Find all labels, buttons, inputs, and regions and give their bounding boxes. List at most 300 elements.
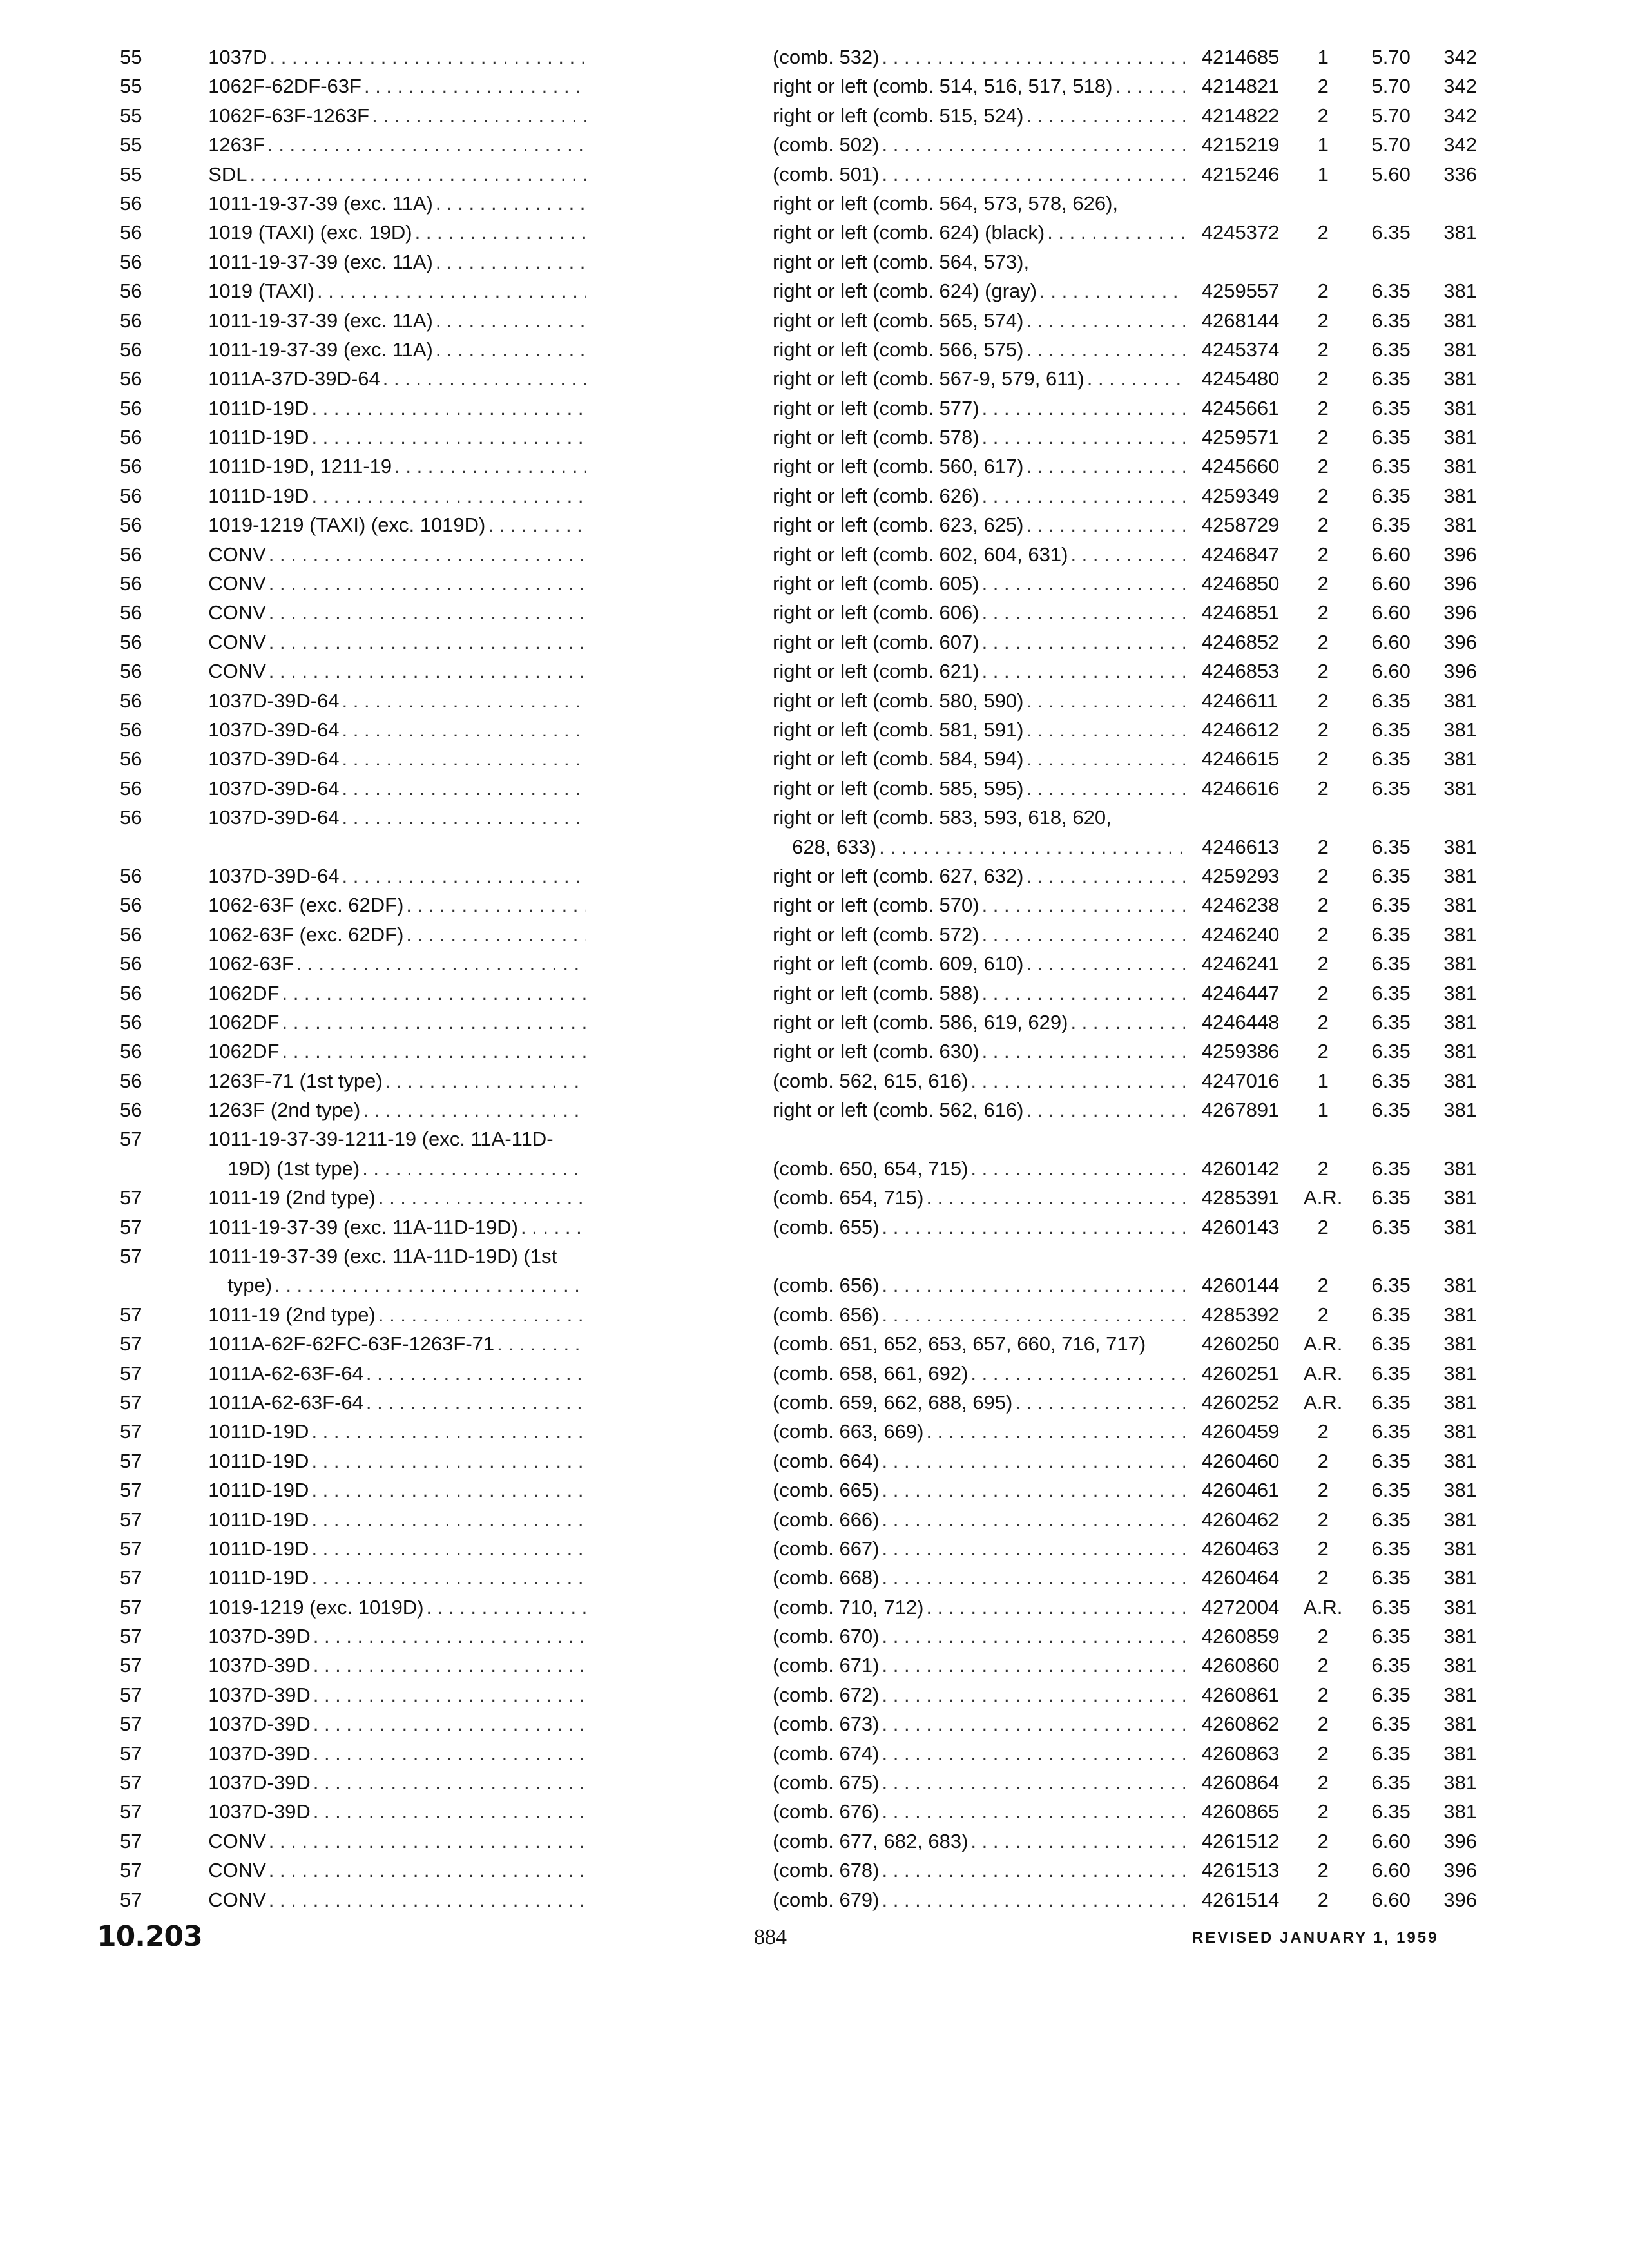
description-text: right or left (comb. 565, 574) <box>773 309 1024 332</box>
description-cell <box>605 335 1202 364</box>
figure-number: 57 <box>120 1654 142 1677</box>
model-text: 1263F <box>208 133 265 157</box>
description-cell <box>605 1563 1202 1592</box>
model-text: 1011-19-37-39 (exc. 11A-11D-19D) <box>208 1215 518 1238</box>
description-text: (comb. 679) <box>773 1888 880 1911</box>
price: 5.70 <box>1371 133 1411 157</box>
table-row <box>97 1008 1489 1037</box>
price: 6.35 <box>1371 221 1411 244</box>
table-row <box>97 1417 1489 1446</box>
leader-dots <box>311 394 586 423</box>
part-number: 4246448 <box>1201 1010 1280 1033</box>
figure-number: 55 <box>120 104 142 127</box>
quantity: 1 <box>1317 1099 1329 1122</box>
part-number: 4260250 <box>1201 1332 1280 1356</box>
part-number: 4246241 <box>1201 952 1280 975</box>
model-cell <box>195 1359 605 1388</box>
figure-number: 56 <box>120 864 142 887</box>
table-row <box>97 628 1489 657</box>
description-text: right or left (comb. 607) <box>773 630 979 653</box>
leader-dots <box>497 1329 586 1358</box>
figure-number: 57 <box>120 1303 142 1326</box>
reference-number: 381 <box>1443 1508 1477 1531</box>
description-text: right or left (comb. 609, 610) <box>773 952 1024 975</box>
leader-dots <box>879 832 1185 861</box>
description-text: (comb. 673) <box>773 1713 880 1736</box>
description-text: (comb. 664) <box>773 1449 880 1472</box>
description-cell <box>605 832 1202 861</box>
part-number: 4259386 <box>1201 1040 1280 1063</box>
description-cell <box>605 774 1202 803</box>
price: 6.35 <box>1371 1390 1411 1414</box>
leader-dots <box>366 1388 586 1417</box>
model-cell <box>195 1680 605 1709</box>
price: 6.35 <box>1371 1683 1411 1706</box>
quantity: A.R. <box>1304 1595 1343 1619</box>
price: 6.35 <box>1371 1069 1411 1092</box>
reference-number: 381 <box>1443 1157 1477 1180</box>
figure-number: 57 <box>120 1800 142 1823</box>
table-row <box>97 1213 1489 1242</box>
quantity: 2 <box>1317 367 1329 390</box>
model-cell <box>195 1446 605 1475</box>
part-number: 4245372 <box>1201 221 1280 244</box>
leader-dots <box>1027 101 1185 130</box>
table-row <box>97 569 1489 598</box>
reference-number: 381 <box>1443 1479 1477 1502</box>
quantity: 2 <box>1317 689 1329 712</box>
description-text: (comb. 655) <box>773 1215 880 1238</box>
price: 6.35 <box>1371 1215 1411 1238</box>
part-number: 4247016 <box>1201 1069 1280 1092</box>
model-text: 1011D-19D <box>208 1420 309 1443</box>
price: 6.35 <box>1371 1713 1411 1736</box>
figure-number: 56 <box>120 981 142 1004</box>
description-text: (comb. 666) <box>773 1508 880 1531</box>
description-text: (comb. 665) <box>773 1479 880 1502</box>
table-row <box>97 423 1489 452</box>
description-text: (comb. 656) <box>773 1303 880 1326</box>
model-text: 1011D-19D <box>208 426 309 449</box>
quantity: 2 <box>1317 747 1329 771</box>
model-cell <box>195 979 605 1008</box>
model-text: 1037D-39D-64 <box>208 718 340 741</box>
table-row <box>97 481 1489 510</box>
model-cell <box>195 1563 605 1592</box>
leader-dots <box>269 1827 586 1856</box>
model-text: 1062-63F (exc. 62DF) <box>208 923 404 946</box>
part-number: 4260865 <box>1201 1800 1280 1823</box>
table-row <box>97 744 1489 773</box>
quantity: 2 <box>1317 1420 1329 1443</box>
quantity: 2 <box>1317 630 1329 653</box>
figure-number: 56 <box>120 396 142 419</box>
reference-number: 381 <box>1443 514 1477 537</box>
quantity: 2 <box>1317 1566 1329 1590</box>
model-text: 1011D-19D <box>208 1537 309 1560</box>
model-text: type) <box>227 1274 273 1297</box>
quantity: 2 <box>1317 1654 1329 1677</box>
model-text: 1037D-39D-64 <box>208 864 340 887</box>
model-cell <box>195 72 605 101</box>
model-cell <box>195 949 605 978</box>
table-row <box>97 1388 1489 1417</box>
model-cell <box>195 890 605 919</box>
description-cell <box>605 101 1202 130</box>
description-cell <box>605 1154 1202 1183</box>
price: 6.35 <box>1371 894 1411 917</box>
leader-dots <box>362 1154 586 1183</box>
model-text: 1011-19-37-39 (exc. 11A) <box>208 250 433 273</box>
description-text: right or left (comb. 583, 593, 618, 620, <box>773 806 1112 829</box>
model-cell <box>195 43 605 72</box>
reference-number: 381 <box>1443 1654 1477 1677</box>
part-number: 4245480 <box>1201 367 1280 390</box>
description-cell <box>605 1534 1202 1563</box>
part-number: 4260459 <box>1201 1420 1280 1443</box>
description-cell <box>605 1622 1202 1651</box>
price: 6.35 <box>1371 455 1411 478</box>
model-cell <box>195 540 605 569</box>
leader-dots <box>1070 1008 1184 1037</box>
price: 5.70 <box>1371 104 1411 127</box>
model-text: 1011D-19D <box>208 396 309 419</box>
leader-dots <box>385 1066 586 1095</box>
model-cell <box>195 1213 605 1242</box>
table-row <box>97 803 1489 832</box>
description-text: (comb. 677, 682, 683) <box>773 1829 969 1852</box>
price: 6.35 <box>1371 1508 1411 1531</box>
description-text: right or left (comb. 562, 616) <box>773 1099 1024 1122</box>
model-text: 1019 (TAXI) (exc. 19D) <box>208 221 412 244</box>
price: 6.35 <box>1371 1303 1411 1326</box>
model-cell <box>195 1008 605 1037</box>
description-cell <box>605 247 1202 276</box>
reference-number: 381 <box>1443 1566 1477 1590</box>
table-row <box>97 1739 1489 1768</box>
leader-dots <box>882 160 1185 189</box>
table-row <box>97 72 1489 101</box>
leader-dots <box>882 1534 1185 1563</box>
description-text: (comb. 658, 661, 692) <box>773 1361 969 1385</box>
model-text: 1011-19-37-39 (exc. 11A-11D-19D) (1st <box>208 1245 557 1268</box>
parts-table <box>97 43 1489 1914</box>
model-text: 1062F-62DF-63F <box>208 75 361 98</box>
model-cell <box>195 1388 605 1417</box>
description-cell <box>605 1359 1202 1388</box>
table-row <box>97 657 1489 686</box>
figure-number: 56 <box>120 718 142 741</box>
description-text: right or left (comb. 580, 590) <box>773 689 1024 712</box>
figure-number: 57 <box>120 1361 142 1385</box>
reference-number: 381 <box>1443 1683 1477 1706</box>
leader-dots <box>311 1563 586 1592</box>
figure-number: 57 <box>120 1625 142 1648</box>
price: 6.35 <box>1371 1010 1411 1033</box>
leader-dots <box>982 481 1185 510</box>
part-number: 4246847 <box>1201 543 1280 566</box>
table-row <box>97 335 1489 364</box>
description-text: (comb. 671) <box>773 1654 880 1677</box>
description-text: right or left (comb. 602, 604, 631) <box>773 543 1068 566</box>
description-cell <box>605 1827 1202 1856</box>
quantity: 2 <box>1317 572 1329 595</box>
quantity: 2 <box>1317 776 1329 800</box>
reference-number: 381 <box>1443 1390 1477 1414</box>
description-text: right or left (comb. 584, 594) <box>773 747 1024 771</box>
reference-number: 342 <box>1443 104 1477 127</box>
quantity: 2 <box>1317 75 1329 98</box>
description-cell <box>605 657 1202 686</box>
table-row <box>97 979 1489 1008</box>
model-text: 1011A-62F-62FC-63F-1263F-71 <box>208 1332 495 1356</box>
part-number: 4245661 <box>1201 396 1280 419</box>
quantity: 2 <box>1317 543 1329 566</box>
table-row <box>97 1563 1489 1592</box>
leader-dots <box>313 1739 586 1768</box>
price: 6.35 <box>1371 718 1411 741</box>
quantity: 2 <box>1317 1829 1329 1852</box>
leader-dots <box>882 1563 1185 1592</box>
reference-number: 381 <box>1443 338 1477 361</box>
description-cell <box>605 1329 1202 1358</box>
description-cell <box>605 1593 1202 1622</box>
figure-number: 56 <box>120 309 142 332</box>
description-cell <box>605 1213 1202 1242</box>
figure-number: 56 <box>120 601 142 624</box>
part-number: 4259349 <box>1201 484 1280 507</box>
leader-dots <box>436 247 586 276</box>
reference-number: 381 <box>1443 1625 1477 1648</box>
price: 6.35 <box>1371 776 1411 800</box>
figure-number: 56 <box>120 280 142 303</box>
model-text: 1011A-62-63F-64 <box>208 1390 363 1414</box>
table-row <box>97 1709 1489 1738</box>
model-text: CONV <box>208 1859 266 1882</box>
leader-dots <box>366 1359 586 1388</box>
reference-number: 381 <box>1443 1449 1477 1472</box>
description-text: right or left (comb. 621) <box>773 660 979 683</box>
part-number: 4260252 <box>1201 1390 1280 1414</box>
model-cell <box>195 774 605 803</box>
description-text: right or left (comb. 560, 617) <box>773 455 1024 478</box>
description-cell <box>605 1417 1202 1446</box>
description-text: (comb. 650, 654, 715) <box>773 1157 969 1180</box>
figure-number: 56 <box>120 952 142 975</box>
price: 6.35 <box>1371 1420 1411 1443</box>
reference-number: 381 <box>1443 1215 1477 1238</box>
reference-number: 381 <box>1443 1099 1477 1122</box>
leader-dots <box>282 1008 586 1037</box>
model-text: SDL <box>208 162 247 186</box>
quantity: 1 <box>1317 1069 1329 1092</box>
model-cell <box>195 364 605 393</box>
model-text: CONV <box>208 572 266 595</box>
description-cell <box>605 979 1202 1008</box>
model-text: 1011D-19D <box>208 1479 309 1502</box>
model-cell <box>195 247 605 276</box>
description-cell <box>605 1388 1202 1417</box>
figure-number: 57 <box>120 1390 142 1414</box>
quantity: 2 <box>1317 660 1329 683</box>
model-cell <box>195 1797 605 1826</box>
figure-number: 57 <box>120 1128 142 1151</box>
model-cell <box>195 1154 605 1183</box>
reference-number: 342 <box>1443 75 1477 98</box>
table-row <box>97 715 1489 744</box>
table-row <box>97 1329 1489 1358</box>
leader-dots <box>311 1417 586 1446</box>
reference-number: 381 <box>1443 1537 1477 1560</box>
model-text: CONV <box>208 630 266 653</box>
description-cell <box>605 1856 1202 1885</box>
figure-number: 57 <box>120 1566 142 1590</box>
price: 6.35 <box>1371 280 1411 303</box>
section-code: 10.203 <box>97 1920 202 1953</box>
table-row <box>97 101 1489 130</box>
price: 6.60 <box>1371 660 1411 683</box>
table-row <box>97 598 1489 627</box>
description-cell <box>605 130 1202 159</box>
leader-dots <box>926 1417 1184 1446</box>
leader-dots <box>311 1446 586 1475</box>
reference-number: 396 <box>1443 630 1477 653</box>
table-row <box>97 160 1489 189</box>
quantity: 2 <box>1317 1800 1329 1823</box>
model-text: 1037D-39D <box>208 1771 311 1794</box>
part-number: 4214685 <box>1201 46 1280 68</box>
reference-number: 396 <box>1443 1888 1477 1911</box>
table-row <box>97 1856 1489 1885</box>
model-cell <box>195 569 605 598</box>
price: 6.60 <box>1371 1888 1411 1911</box>
table-row <box>97 686 1489 715</box>
leader-dots <box>342 861 586 890</box>
leader-dots <box>378 1300 586 1329</box>
part-number: 4260462 <box>1201 1508 1280 1531</box>
model-cell <box>195 1651 605 1680</box>
description-text: right or left (comb. 581, 591) <box>773 718 1024 741</box>
figure-number: 56 <box>120 923 142 946</box>
figure-number: 56 <box>120 250 142 273</box>
part-number: 4260864 <box>1201 1771 1280 1794</box>
price: 6.35 <box>1371 309 1411 332</box>
description-cell <box>605 628 1202 657</box>
description-text: (comb. 676) <box>773 1800 880 1823</box>
leader-dots <box>296 949 586 978</box>
table-row <box>97 861 1489 890</box>
table-row <box>97 920 1489 949</box>
figure-number: 57 <box>120 1742 142 1765</box>
leader-dots <box>1027 744 1185 773</box>
price: 6.35 <box>1371 396 1411 419</box>
figure-number: 56 <box>120 455 142 478</box>
description-text: (comb. 562, 615, 616) <box>773 1069 969 1092</box>
part-number: 4246852 <box>1201 630 1280 653</box>
table-row <box>97 1242 1489 1271</box>
table-row <box>97 949 1489 978</box>
leader-dots <box>342 715 586 744</box>
leader-dots <box>882 1213 1185 1242</box>
model-cell <box>195 335 605 364</box>
reference-number: 381 <box>1443 747 1477 771</box>
figure-number: 56 <box>120 338 142 361</box>
model-cell <box>195 803 605 832</box>
model-cell <box>195 920 605 949</box>
part-number: 4268144 <box>1201 309 1280 332</box>
price: 6.60 <box>1371 572 1411 595</box>
figure-number: 57 <box>120 1449 142 1472</box>
reference-number: 342 <box>1443 133 1477 157</box>
leader-dots <box>275 1271 586 1300</box>
model-text: 1011-19-37-39 (exc. 11A) <box>208 338 433 361</box>
leader-dots <box>882 1651 1185 1680</box>
quantity: 2 <box>1317 1303 1329 1326</box>
model-cell <box>195 218 605 247</box>
quantity: 2 <box>1317 1771 1329 1794</box>
table-row <box>97 1066 1489 1095</box>
leader-dots <box>926 1183 1184 1212</box>
reference-number: 381 <box>1443 1713 1477 1736</box>
model-text: 1011D-19D <box>208 1566 309 1590</box>
model-text: 1037D-39D-64 <box>208 689 340 712</box>
leader-dots <box>1027 861 1185 890</box>
table-row <box>97 1475 1489 1504</box>
description-text: (comb. 654, 715) <box>773 1186 924 1209</box>
price: 6.35 <box>1371 1274 1411 1297</box>
description-text: right or left (comb. 572) <box>773 923 979 946</box>
leader-dots <box>282 1037 586 1066</box>
description-cell <box>605 72 1202 101</box>
figure-number: 57 <box>120 1420 142 1443</box>
model-text: 1011D-19D <box>208 484 309 507</box>
part-number: 4260862 <box>1201 1713 1280 1736</box>
part-number: 4246850 <box>1201 572 1280 595</box>
description-text: right or left (comb. 624) (gray) <box>773 280 1037 303</box>
model-text: CONV <box>208 1829 266 1852</box>
model-cell <box>195 1242 605 1271</box>
leader-dots <box>436 306 586 335</box>
model-cell <box>195 101 605 130</box>
table-row <box>97 1300 1489 1329</box>
part-number: 4246611 <box>1201 689 1278 712</box>
part-number: 4246447 <box>1201 981 1280 1004</box>
part-number: 4246612 <box>1201 718 1280 741</box>
quantity: 2 <box>1317 1508 1329 1531</box>
leader-dots <box>982 657 1185 686</box>
leader-dots <box>342 803 586 832</box>
description-cell <box>605 306 1202 335</box>
leader-dots <box>311 1505 586 1534</box>
figure-number: 57 <box>120 1888 142 1911</box>
quantity: 2 <box>1317 923 1329 946</box>
model-text: 1062-63F <box>208 952 294 975</box>
leader-dots <box>882 1622 1185 1651</box>
model-cell <box>195 189 605 218</box>
model-text: 1037D <box>208 46 267 68</box>
reference-number: 381 <box>1443 221 1477 244</box>
leader-dots <box>882 1797 1185 1826</box>
description-cell <box>605 481 1202 510</box>
price: 6.35 <box>1371 689 1411 712</box>
model-text: 1019-1219 (exc. 1019D) <box>208 1595 424 1619</box>
figure-number: 56 <box>120 894 142 917</box>
description-cell <box>605 598 1202 627</box>
table-row <box>97 1124 1489 1153</box>
quantity: 2 <box>1317 280 1329 303</box>
leader-dots <box>982 1037 1185 1066</box>
leader-dots <box>970 1066 1184 1095</box>
